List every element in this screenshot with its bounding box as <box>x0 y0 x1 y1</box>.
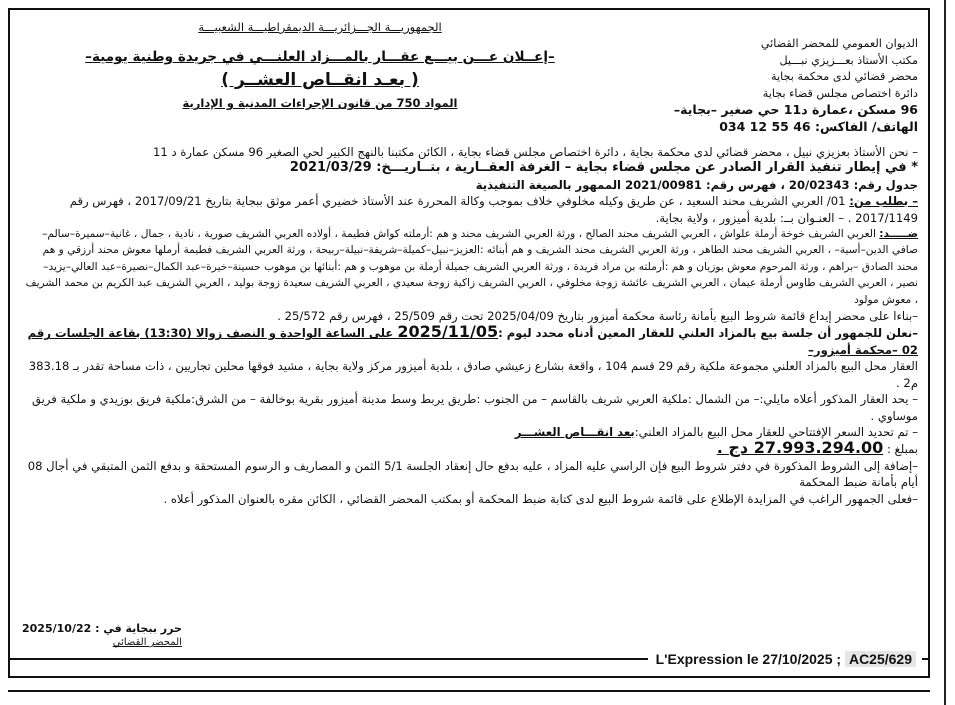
auction-time-place: على الساعة الواحدة و النصف زوالا (13:30) بقاعة الجلسات رقم 02 –محكمة أميزور– <box>27 326 918 357</box>
announcement-subtitle: ( بعـد انقــاص العشــر ) <box>221 69 419 90</box>
signed-place-date: حرر ببجاية في : 2025/10/22 <box>22 622 182 635</box>
republic-title: الجمهوريـــة الجـــزائريـــة الديمقراطيـــة الشعبيـــة <box>198 20 442 34</box>
header-titles <box>22 16 618 112</box>
signature-block <box>22 622 182 650</box>
after-tenth-reduction: بعد انقـــاص العشـــر <box>514 424 635 439</box>
request-paragraph <box>22 193 918 226</box>
inform-paragraph: –فعلى الجمهور الراغب في المزايدة الإطلاع على قائمة شروط البيع لدى كتابة ضبط المحكمة أو بمكتب المحضر القضائي ، الكائن مقره بالعنوان المذكور أعلاه . <box>163 491 918 506</box>
auction-notice <box>22 16 918 656</box>
publication-credit <box>648 650 922 668</box>
deposit-paragraph: –بناءا على محضر إيداع قائمة شروط البيع بأمانة رئاسة محكمة أميزور بتاريخ 2025/04/09 تحت رقم 25/509 ، فهرس رقم 25/572 . <box>277 309 918 324</box>
office-address: 96 مسكن ،عمارة د11 حي صغير –بجاية– <box>673 102 918 117</box>
against-text: العربي الشريف خوخة أرملة علواش ، العربي الشريف محند الصالح ، ورثة العربي الشريف محند و هم :أرملته كواش فطيمة ، أولاده العربي الشريف صورية ، نادية ، جمال ، غانية–سميرة–سالم–صافي الدين–أسية– ، العربي الشريف محند الطاهر ، ورثة العربي الشريف محند الشريف و هم أبنائه :العزيز–نبيل–كميلة–شريفة–نبيلة–ربيحة ، ورثة العربي الشريف فطيمة أرملها معوش محند أرزقي و هم محند الصادق –براهم ، ورثة المرحوم معوش بوزيان و هم :أرملته بن مراد فريدة ، ورثة العربي الشريف جميلة أرملة بن موهوب و هم :أبنائها بن موهوب حسينة–خيرة–عبد الكمال–نصيرة–عبد العالي–يزيد–نصير ، العربي الشريف طاوس أرملة عيمان ، العربي الشريف عائشة زوجة مخلوفي ، العربي الشريف زاكية زوجة سعيدي ، العربي الشريف سعيدة زوجة بوليد ، العربي الشريف عبد الكريم بن محمد الشريف ، معوش مولود <box>25 228 918 306</box>
opening-price-text: – تم تحديد السعر الإفتتاحي للعقار محل البيع بالمزاد العلني: <box>634 424 918 439</box>
amount-label: بمبلغ : <box>883 442 918 457</box>
notice-header <box>22 16 918 144</box>
right-margin-rule <box>944 0 946 705</box>
amount-line <box>22 440 918 457</box>
publication-name-date: L'Expression le 27/10/2025 <box>655 651 833 667</box>
office-line-4: دائرة اختصاص مجلس قضاء بجاية <box>762 86 918 100</box>
request-label: – بطلب من: <box>849 194 918 209</box>
office-line-1: الديوان العمومي للمحضر القضائي <box>760 37 918 50</box>
bounds-paragraph: – يحد العقار المذكور أعلاه مايلي:– من الشمال :ملكية العربي شريف بالقاسم – من الجنوب :طريق يربط وسط مدينة أميزور بقرية بوخالفة – من الشرق:ملكية فريق بوزيدي و ملكية فريق موساوي . <box>31 392 918 423</box>
bottom-page-rule <box>8 690 930 692</box>
auction-date: 2025/11/05 <box>397 322 499 342</box>
signed-title: المحضر القضائي <box>112 637 182 648</box>
bailiff-office-block <box>648 36 918 135</box>
footer-separator: ; <box>836 651 842 667</box>
auction-paragraph <box>22 324 918 358</box>
execution-line: * في إيطار تنفيذ القرار الصادر عن مجلس قضاء بجاية – الغرفة العقــارية ، بتــاريـــخ: 2021/03/29 <box>289 160 918 176</box>
legal-articles: المواد 750 من قانون الإجراءات المدنية و الإدارية <box>182 96 458 111</box>
ad-reference: AC25/629 <box>845 651 916 667</box>
amount-value: 27.993.294.00 دج . <box>716 438 884 458</box>
announcement-title: –إعــلان عـــن بيـــع عقـــار بالمـــزاد العلنـــي في جريدة وطنية يومية– <box>85 49 555 66</box>
schedule-line: جدول رقم: 20/02343 ، فهرس رقم: 2021/00981 الممهور بالصيغة التنفيذية <box>475 177 918 192</box>
against-label: ضـــــد: <box>879 228 918 241</box>
conditions-paragraph: –إضافة إلى الشروط المذكورة في دفتر شروط البيع فإن الراسي عليه المزاد ، عليه بدفع حال إنعقاد الجلسة 5/1 الثمن و المصاريف و الرسوم المستحقة و بدفع الثمن المتبقي في أجال 08 أيام بأمانة ضبط المحكمة <box>27 458 918 490</box>
legal-notice-frame <box>8 8 930 678</box>
against-paragraph <box>22 226 918 308</box>
intro-paragraph: – نحن الأستاذ بعزيزي نبيل ، محضر قضائي لدى محكمة بجاية ، دائرة اختصاص مجلس قضاء بجاية ، الكائن مكتبنا بالنهج الكبير لحي الصغير 96 مسكن عمارة د 11 <box>153 145 918 159</box>
office-phone: الهاتف/ الفاكس: 46 55 12 034 <box>719 118 918 134</box>
request-text: 01/ العربي الشريف محند السعيد ، عن طريق وكيله مخلوفي خلاف بموجب وكالة المحررة عند الأستاذ خضيري أعمر موثق ببجاية بتاريخ 2017/09/21 ، فهرس رقم 2017/1149 . – العنـوان بــ: بلدية أميزور ، ولاية بجاية. <box>69 194 918 225</box>
publication-footer <box>8 650 930 668</box>
office-line-3: محضر قضائي لدى محكمة بجاية <box>771 70 918 83</box>
office-line-2: مكتب الأستاذ بعـــزيزي نبـــيل <box>779 53 918 67</box>
auction-intro: –نعلن للجمهور أن جلسة بيع بالمزاد العلني للعقار المعين أدناه محدد ليوم : <box>498 326 918 341</box>
property-paragraph: العقار محل البيع بالمزاد العلني مجموعة ملكية رقم 29 قسم 104 ، واقعة بشارع زعيشي صادق ، بلدية أميزور مركز ولاية بجاية ، مشيد فوقها محلين تجاريين ، ذات مساحة تقدر بـ 383.18 م2 . <box>28 359 918 390</box>
